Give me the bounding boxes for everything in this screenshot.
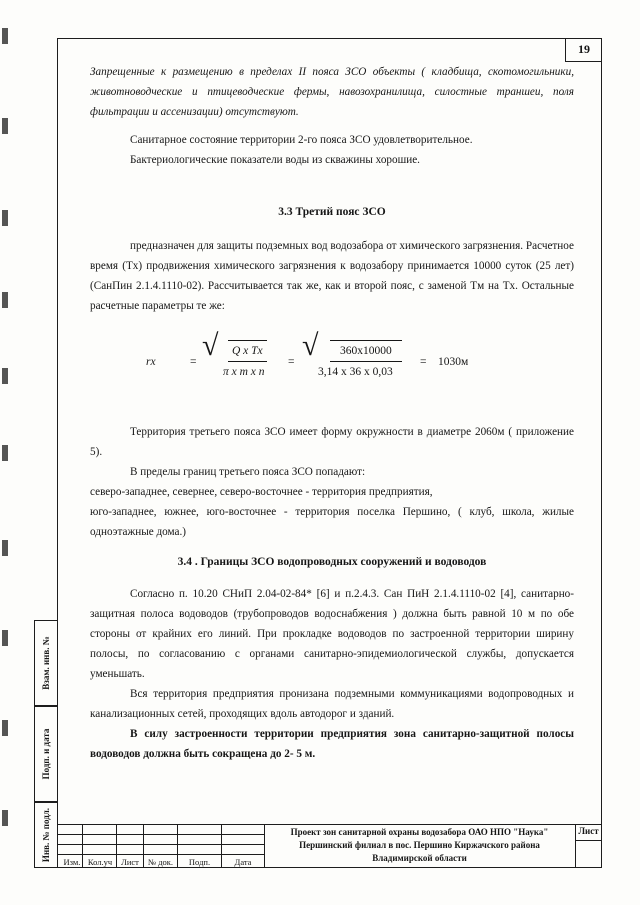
side-label-replacement: Взам. инв. №: [41, 636, 51, 690]
tb-header-signature: Подп.: [188, 857, 211, 867]
binder-mark: [2, 445, 8, 461]
paragraph-pipeline-zone: Согласно п. 10.20 СНиП 2.04-02-84* [6] и п.2.4.3. Сан ПиН 2.1.4.1110-02 [4], санитарно-защитная полоса водоводов (трубопроводов водоснабжения ) должна быть равной 10 м по обе стороны от крайних его линий. При прокладке водоводов по застроенной территории ширину полосы, по согласованию с органами санитарно-эпидемиологической службы, допускается уменьшать.: [90, 588, 574, 680]
formula-numerator-1: Q x Tx: [228, 340, 267, 362]
tb-header-doc-number: № док.: [147, 857, 174, 867]
tb-header-change: Изм.: [63, 857, 81, 867]
tb-title-line-2: Першинский филиал в пос. Першино Киржачского района: [299, 840, 540, 850]
section-heading-3-4: 3.4 . Границы ЗСО водопроводных сооружений и водоводов: [177, 556, 487, 568]
formula-sqrt-icon: √: [302, 329, 319, 362]
binder-mark: [2, 28, 8, 44]
formula-result: 1030м: [438, 356, 469, 368]
formula: [90, 329, 574, 392]
binder-mark: [2, 810, 8, 826]
tb-title: [264, 824, 575, 865]
paragraph-within-third-belt: В пределы границ третьего пояса ЗСО попадают:: [130, 466, 366, 478]
title-block: [57, 824, 602, 868]
formula-denominator-1: π x m x n: [223, 366, 265, 378]
tb-header-count: Кол.уч: [87, 857, 113, 867]
binder-mark: [2, 720, 8, 736]
binder-mark: [2, 210, 8, 226]
paragraph-underground-networks: Вся территория предприятия пронизана подземными коммуникациями водопроводных и канализационных сетей, проходящих вдоль автодорог и зданий.: [90, 688, 574, 720]
formula-denominator-2: 3,14 x 36 x 0,03: [318, 366, 393, 378]
paragraph-third-belt: предназначен для защиты подземных вод водозабора от химического загрязнения. Расчетное время (Tx) продвижения химического загрязнения к водозабору принимается 10000 суток (25 лет) (СанПин 2.1.4.1110-02). Рассчитывается так же, как и второй пояс, с заменой Tм на Tx. Остальные расчетные параметры те же:: [90, 240, 574, 312]
paragraph-north-area: северо-западнее, севернее, северо-восточнее - территория предприятия,: [90, 486, 433, 498]
paragraph-bacteriology: Бактериологические показатели воды из скважины хорошие.: [130, 154, 420, 166]
section-heading-3-3: 3.3 Третий пояс ЗСО: [278, 206, 386, 218]
paragraph-sanitary-state: Санитарное состояние территории 2-го пояса ЗСО удовлетворительное.: [130, 134, 473, 146]
document-body: [90, 62, 574, 764]
paragraph-zone-reduction: В силу застроенности территории предприятия зона санитарно-защитной полосы водоводов должна быть сокращена до 2- 5 м.: [90, 728, 574, 760]
side-label-inventory: Инв. № подл.: [41, 807, 51, 863]
side-stamp: [34, 620, 58, 868]
binder-mark: [2, 118, 8, 134]
formula-lhs: rx: [146, 356, 156, 368]
binder-mark: [2, 368, 8, 384]
formula-numerator-2: 360x10000: [330, 340, 402, 362]
tb-title-line-3: Владимирской области: [372, 853, 467, 863]
page-number: 19: [565, 38, 602, 62]
formula-sqrt-icon: √: [202, 329, 219, 362]
binder-mark: [2, 292, 8, 308]
tb-header-date: Дата: [234, 857, 252, 867]
formula-equals: =: [420, 356, 427, 368]
paragraph-third-belt-shape: Территория третьего пояса ЗСО имеет форму окружности в диаметре 2060м ( приложение 5).: [90, 426, 574, 458]
paragraph-prohibited-objects: Запрещенные к размещению в пределах II пояса ЗСО объекты ( кладбища, скотомогильники, животноводческие и птицеводческие фермы, навозохранилища, силостные траншеи, поля фильтрации и ассенизации) отсутствуют.: [90, 66, 574, 118]
tb-sheet-label: Лист: [578, 826, 599, 836]
formula-equals: =: [288, 356, 295, 368]
paragraph-south-area: юго-западнее, южнее, юго-восточнее - территория поселка Першино, ( клуб, школа, жилые одноэтажные дома.): [90, 506, 574, 538]
binder-mark: [2, 630, 8, 646]
tb-header-sheet: Лист: [121, 857, 139, 867]
binder-mark: [2, 540, 8, 556]
side-label-signature: Подп. и дата: [41, 728, 51, 780]
formula-equals: =: [190, 356, 197, 368]
tb-title-line-1: Проект зон санитарной охраны водозабора ОАО НПО "Наука": [290, 827, 549, 837]
